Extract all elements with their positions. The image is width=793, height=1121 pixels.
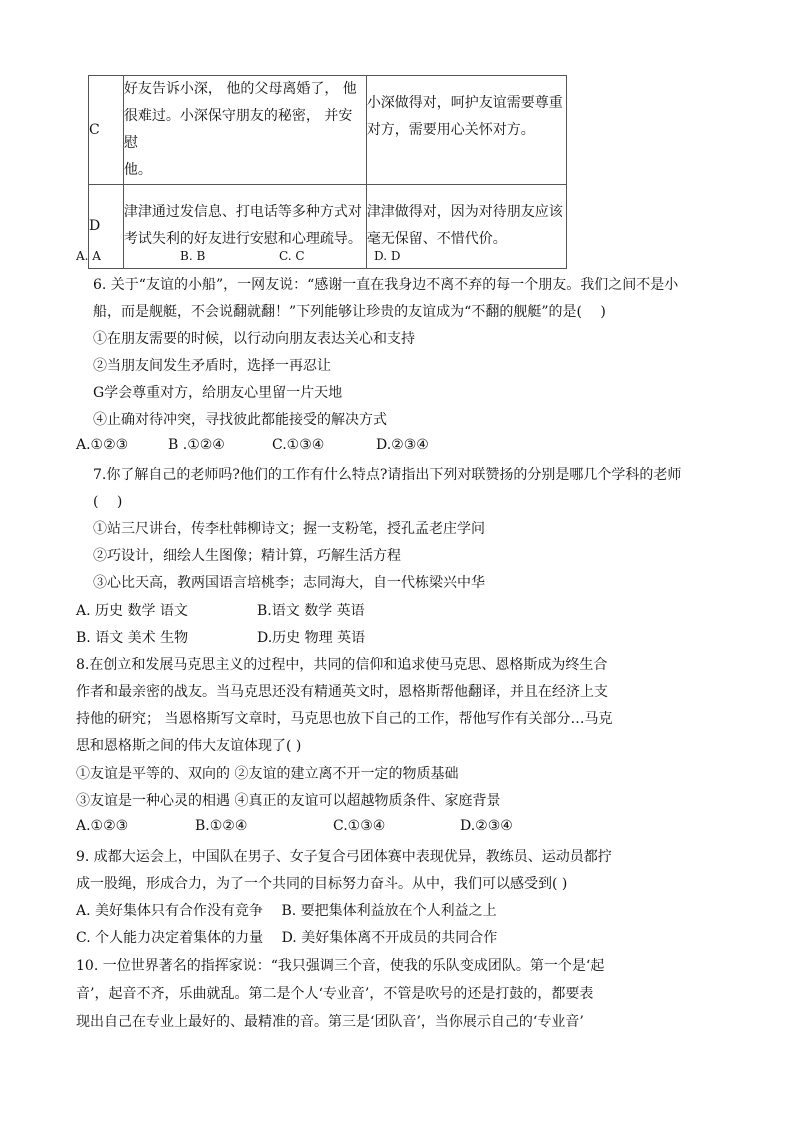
q5-option-d: D. D bbox=[374, 249, 401, 263]
q7-stem-line2: ( ) bbox=[93, 494, 123, 510]
cell-line: 很难过。小深保守朋友的秘密， 并安慰 bbox=[123, 108, 353, 151]
q6-option-b: B .①②④ bbox=[168, 437, 225, 453]
q7-statement-2: ②巧设计，细绘人生图像；精计算，巧解生活方程 bbox=[93, 548, 401, 564]
cell-line: 考试失利的好友进行安慰和心理疏导。 bbox=[123, 231, 362, 247]
cell-line: 毫无保留、不惜代价。 bbox=[366, 231, 507, 247]
options-table bbox=[88, 75, 567, 269]
q7-statement-3: ③心比天高，教两国语言培桃李；志同海大，自一代栋梁兴中华 bbox=[93, 575, 485, 591]
q8-option-a: A.①②③ bbox=[76, 818, 129, 834]
q9-options-ab: A. 美好集体只有合作没有竞争 B. 要把集体利益放在个人利益之上 bbox=[76, 903, 497, 919]
q5-option-a: A. A bbox=[76, 249, 101, 263]
q10-stem-line3: 现出自己在专业上最好的、最精准的音。第三是‘团队音’，当你展示自己的‘专业音’ bbox=[76, 1014, 584, 1030]
q6-statement-1: ①在朋友需要的时候，以行动向朋友表达关心和支持 bbox=[93, 331, 415, 347]
q7-stem-line1: 7.你了解自己的老师吗?他们的工作有什么特点?请指出下列对联赞扬的分别是哪几个学科的老师 bbox=[93, 467, 682, 483]
q9-stem-line2: 成一股绳，形成合力，为了一个共同的目标努力奋斗。从中，我们可以感受到( ) bbox=[76, 876, 568, 892]
q8-stem-line4: 思和恩格斯之间的伟大友谊体现了( ) bbox=[76, 738, 302, 754]
q6-option-d: D.②③④ bbox=[376, 437, 429, 453]
q10-stem-line1: 10. 一位世界著名的指挥家说：“我只强调三个音，使我的乐队变成团队。第一个是‘起 bbox=[76, 958, 605, 974]
q9-stem-line1: 9. 成都大运会上，中国队在男子、女子复合弓团体赛中表现优异，教练员、运动员都拧 bbox=[76, 849, 612, 865]
scenario-cell bbox=[123, 185, 366, 269]
cell-line: 他。 bbox=[123, 162, 152, 178]
cell-line: 好友告诉小深， 他的父母离婚了， 他 bbox=[123, 81, 357, 97]
q5-option-b: B. B bbox=[180, 249, 206, 263]
cell-line: 津津通过发信息、打电话等多种方式对 bbox=[123, 204, 362, 220]
q6-option-a: A.①②③ bbox=[76, 437, 129, 453]
cell-line: 对方，需要用心关怀对方。 bbox=[366, 122, 535, 138]
q10-stem-line2: 音’，起音不齐，乐曲就乱。第二是个人‘专业音’，不管是吹号的还是打鼓的，都要表 bbox=[76, 986, 594, 1002]
table-row bbox=[89, 185, 567, 269]
row-label: D bbox=[89, 185, 124, 269]
q7-option-a: A. 历史 数学 语文 bbox=[76, 603, 188, 619]
q7-option-c: B. 语文 美术 生物 bbox=[76, 630, 189, 646]
q8-stem-line3: 持他的研究； 当恩格斯写文章时，马克思也放下自己的工作，帮他写作有关部分…马克 bbox=[76, 711, 613, 727]
scenario-cell bbox=[123, 76, 366, 185]
judgment-cell bbox=[366, 76, 566, 185]
q6-stem-line2: 船，而是舰艇，不会说翻就翻！”下列能够让珍贵的友谊成为“不翻的舰艇”的是( ) bbox=[93, 304, 606, 320]
q8-stem-line2: 作者和最亲密的战友。当马克思还没有精通英文时，恩格斯帮他翻译，并且在经济上支 bbox=[76, 684, 608, 700]
row-label: C bbox=[89, 76, 124, 185]
q8-statements-34: ③友谊是一种心灵的相遇 ④真正的友谊可以超越物质条件、家庭背景 bbox=[76, 793, 501, 809]
q6-statement-4: ④止确对待冲突，寻找彼此都能接受的解决方式 bbox=[93, 412, 387, 428]
cell-line: 小深做得对，呵护友谊需要尊重 bbox=[366, 95, 563, 111]
q8-option-c: C.①③④ bbox=[333, 818, 386, 834]
q7-statement-1: ①站三尺讲台，传李杜韩柳诗文；握一支粉笔，授孔孟老庄学问 bbox=[93, 521, 485, 537]
q6-stem-line1: 6. 关于“友谊的小船”，一网友说：“感谢一直在我身边不离不弃的每一个朋友。我们之间不是小 bbox=[93, 277, 679, 293]
q8-option-d: D.②③④ bbox=[460, 818, 513, 834]
q8-option-b: B.①②④ bbox=[195, 818, 248, 834]
q6-statement-2: ②当朋友间发生矛盾时，选择一再忍让 bbox=[93, 358, 331, 374]
table-row bbox=[89, 76, 567, 185]
cell-line: 津津做得对，因为对待朋友应该 bbox=[366, 204, 563, 220]
q8-statements-12: ①友谊是平等的、双向的 ②友谊的建立离不开一定的物质基础 bbox=[76, 766, 459, 782]
q7-option-b: B.语文 数学 英语 bbox=[257, 603, 365, 619]
q6-statement-3: G学会尊重对方，给朋友心里留一片天地 bbox=[93, 385, 343, 401]
q8-stem-line1: 8.在创立和发展马克思主义的过程中，共同的信仰和追求使马克思、恩格斯成为终生合 bbox=[76, 657, 608, 673]
q9-options-cd: C. 个人能力决定着集体的力量 D. 美好集体离不开成员的共同合作 bbox=[76, 930, 498, 946]
q7-option-d: D.历史 物理 英语 bbox=[257, 630, 366, 646]
q6-option-c: C.①③④ bbox=[272, 437, 325, 453]
q5-option-c: C. C bbox=[279, 249, 305, 263]
